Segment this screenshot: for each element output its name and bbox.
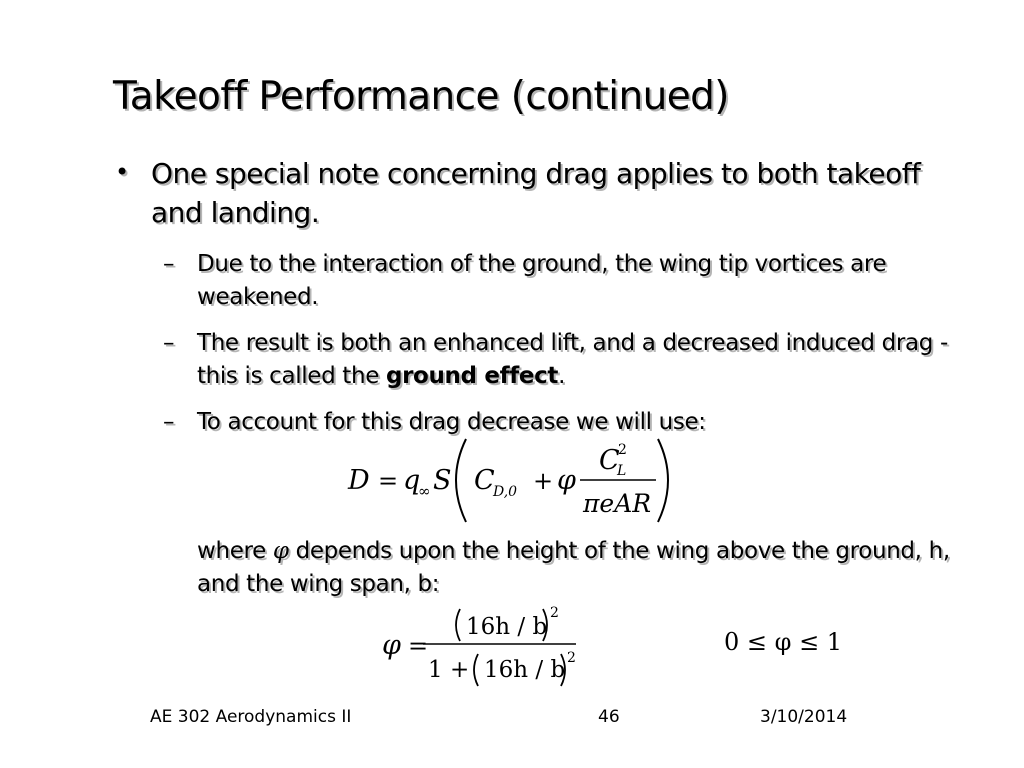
svg-text:16h / b: 16h / b <box>484 657 566 683</box>
svg-text:+: + <box>533 467 554 495</box>
footer-date: 3/10/2014 <box>760 707 848 727</box>
main-bullet-text: One special note concerning drag applies to both takeoff and landing. <box>151 157 921 229</box>
svg-text:2: 2 <box>618 442 627 458</box>
footer-course: AE 302 Aerodynamics II <box>150 707 352 727</box>
svg-text:16h / b: 16h / b <box>466 614 548 640</box>
svg-text:=: = <box>408 632 429 660</box>
svg-text:q: q <box>403 465 421 496</box>
subbullet-marker: – <box>163 251 175 277</box>
drag-equation <box>340 432 680 528</box>
svg-text:0 ≤ φ ≤ 1: 0 ≤ φ ≤ 1 <box>724 628 843 656</box>
svg-text:φ: φ <box>557 465 576 496</box>
subbullet-text: The result is both an enhanced lift, and a decreased induced drag - this is called the ground effect. <box>197 330 948 389</box>
phi-equation <box>378 600 598 695</box>
subbullet-marker: – <box>163 409 175 435</box>
svg-text:D: D <box>348 465 370 496</box>
svg-text:πeAR: πeAR <box>583 489 652 518</box>
phi-symbol: φ <box>272 538 289 564</box>
subbullet-marker: – <box>163 330 175 356</box>
svg-text:C: C <box>474 465 495 496</box>
svg-text:2: 2 <box>550 605 559 621</box>
bold-term: ground effect <box>385 363 559 389</box>
svg-text:=: = <box>378 467 399 495</box>
bullet-marker: • <box>115 158 130 186</box>
subbullet-text: Due to the interaction of the ground, the wing tip vortices are weakened. <box>197 251 887 310</box>
svg-text:∞: ∞ <box>418 482 431 500</box>
where-text: where φ depends upon the height of the wing above the ground, h, and the wing span, b: <box>197 538 950 597</box>
svg-text:S: S <box>433 465 452 496</box>
svg-text:D,0: D,0 <box>493 484 518 500</box>
phi-range <box>720 620 850 660</box>
svg-text:φ: φ <box>382 630 401 661</box>
svg-text:1 +: 1 + <box>428 657 470 683</box>
page-number: 46 <box>598 707 620 727</box>
subbullet-text: To account for this drag decrease we will use: <box>197 409 706 435</box>
slide-title: Takeoff Performance (continued) <box>113 74 729 119</box>
svg-text:2: 2 <box>567 650 576 666</box>
svg-text:C: C <box>599 445 620 476</box>
svg-text:L: L <box>617 463 627 479</box>
